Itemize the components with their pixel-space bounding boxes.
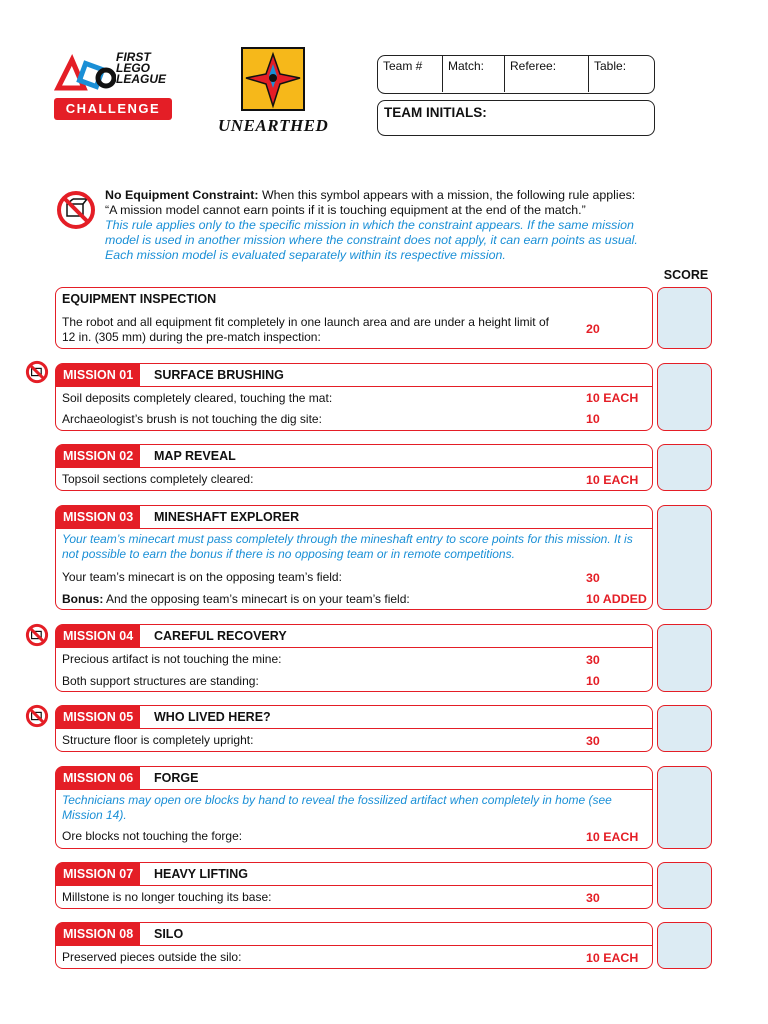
mission-criterion: Topsoil sections completely cleared: [62, 472, 254, 486]
inspection-points: 20 [586, 322, 600, 336]
compass-icon [238, 46, 308, 116]
mission-tag: MISSION 01 [56, 364, 140, 386]
mission-criterion: Soil deposits completely cleared, touching the mat: [62, 391, 333, 405]
mission-criterion: Preserved pieces outside the silo: [62, 950, 242, 964]
mission-points: 10 ADDED [586, 592, 647, 606]
inspection-text-2: 12 in. (305 mm) during the pre-match inspection: [62, 330, 321, 344]
mission-points: 10 [586, 674, 600, 688]
fll-line-first: FIRST [116, 50, 151, 64]
mission-criterion: Precious artifact is not touching the mine: [62, 652, 282, 666]
mission-tag: MISSION 02 [56, 445, 140, 467]
divider [56, 728, 652, 729]
team-initials-label: TEAM INITIALS: [384, 105, 487, 120]
mission-bonus-criterion [62, 592, 410, 606]
mission-tag: MISSION 08 [56, 923, 140, 945]
no-equipment-icon [56, 190, 96, 230]
mission-name: CAREFUL RECOVERY [154, 629, 287, 643]
score-box-mission-04[interactable] [657, 624, 712, 692]
mission-name: MINESHAFT EXPLORER [154, 510, 300, 524]
divider [56, 945, 652, 946]
mission-criterion: Your team’s minecart is on the opposing team’s field: [62, 570, 342, 584]
challenge-badge: CHALLENGE [54, 98, 172, 120]
mission-tag: MISSION 03 [56, 506, 140, 528]
mission-name: SURFACE BRUSHING [154, 368, 284, 382]
mission-points: 30 [586, 891, 600, 905]
mission-points: 10 [586, 412, 600, 426]
mission-name: WHO LIVED HERE? [154, 710, 271, 724]
match-field[interactable] [442, 56, 504, 92]
score-box-mission-06[interactable] [657, 766, 712, 849]
inspection-title: EQUIPMENT INSPECTION [62, 292, 217, 306]
mission-05 [55, 705, 653, 752]
mission-tag: MISSION 07 [56, 863, 140, 885]
divider [56, 647, 652, 648]
unearthed-logo [214, 46, 330, 142]
team-initials-field[interactable] [377, 100, 655, 136]
divider [56, 528, 652, 529]
mission-points: 30 [586, 734, 600, 748]
mission-06 [55, 766, 653, 849]
mission-tag: MISSION 06 [56, 767, 140, 789]
score-box-mission-07[interactable] [657, 862, 712, 909]
mission-name: MAP REVEAL [154, 449, 236, 463]
score-box-mission-05[interactable] [657, 705, 712, 752]
mission-criterion: Archaeologist’s brush is not touching the dig site: [62, 412, 322, 426]
fll-line-lego: LEGO [116, 61, 151, 75]
bonus-text: And the opposing team’s minecart is on your team’s field: [103, 592, 410, 606]
mission-08 [55, 922, 653, 969]
score-box-mission-08[interactable] [657, 922, 712, 969]
mission-criterion: Ore blocks not touching the forge: [62, 829, 243, 843]
constraint-desc: When this symbol appears with a mission, the following rule applies: [258, 188, 636, 202]
mission-points: 10 EACH [586, 391, 639, 405]
mission-criterion: Both support structures are standing: [62, 674, 259, 688]
constraint-title: No Equipment Constraint: [105, 188, 259, 202]
mission-points: 10 EACH [586, 951, 639, 965]
referee-label: Referee: [510, 59, 557, 73]
bonus-label: Bonus: [62, 592, 104, 606]
fll-challenge-logo [54, 52, 174, 120]
mission-points: 30 [586, 653, 600, 667]
mission-tag: MISSION 04 [56, 625, 140, 647]
mission-04 [55, 624, 653, 692]
score-box-mission-01[interactable] [657, 363, 712, 431]
table-label: Table: [594, 59, 627, 73]
table-field[interactable] [588, 56, 654, 92]
divider [56, 467, 652, 468]
score-header: SCORE [663, 268, 709, 282]
mission-01 [55, 363, 653, 431]
score-box-mission-02[interactable] [657, 444, 712, 491]
mission-points: 10 EACH [586, 830, 639, 844]
team-number-field[interactable] [378, 56, 442, 92]
no-equipment-icon [25, 623, 49, 647]
mission-tag: MISSION 05 [56, 706, 140, 728]
no-equipment-icon [25, 360, 49, 384]
referee-field[interactable] [504, 56, 588, 92]
mission-points: 30 [586, 571, 600, 585]
mission-points: 10 EACH [586, 473, 639, 487]
mission-criterion: Millstone is no longer touching its base: [62, 890, 272, 904]
score-box-mission-03[interactable] [657, 505, 712, 610]
mission-name: FORGE [154, 771, 199, 785]
score-box-inspection[interactable] [657, 287, 712, 349]
inspection-section [55, 287, 653, 349]
fll-line-league: LEAGUE [116, 72, 167, 86]
inspection-text-1: The robot and all equipment fit completely in one launch area and are under a height limit of [62, 315, 549, 329]
fll-logo-icon [54, 54, 116, 94]
divider [56, 386, 652, 387]
mission-note: Your team’s minecart must pass completely through the mineshaft entry to score points for this mission. It is not possible to earn the bonus if there is no opposing team or in remote competitions. [62, 532, 633, 561]
mission-name: HEAVY LIFTING [154, 867, 248, 881]
fll-wordmark [116, 52, 166, 85]
no-equipment-icon [25, 704, 49, 728]
constraint-text [105, 188, 665, 263]
match-info-box [377, 55, 655, 94]
divider [56, 789, 652, 790]
match-label: Match: [448, 59, 485, 73]
mission-03 [55, 505, 653, 610]
mission-criterion: Structure floor is completely upright: [62, 733, 254, 747]
unearthed-wordmark: UNEARTHED [218, 116, 329, 135]
constraint-rule [105, 188, 665, 203]
mission-02 [55, 444, 653, 491]
mission-note: Technicians may open ore blocks by hand to reveal the fossilized artifact when completely in home (see Mission 14). [62, 793, 612, 822]
mission-name: SILO [154, 927, 184, 941]
constraint-quote: “A mission model cannot earn points if it is touching equipment at the end of the match.” [105, 203, 586, 217]
divider [56, 885, 652, 886]
team-number-label: Team # [383, 59, 423, 73]
constraint-note: This rule applies only to the specific mission in which the constraint appears. If the same mission model is used in another mission where the constraint does not apply, it can earn points as usual. Each mission model is evaluated separately within its respective mission. [105, 218, 638, 262]
mission-07 [55, 862, 653, 909]
